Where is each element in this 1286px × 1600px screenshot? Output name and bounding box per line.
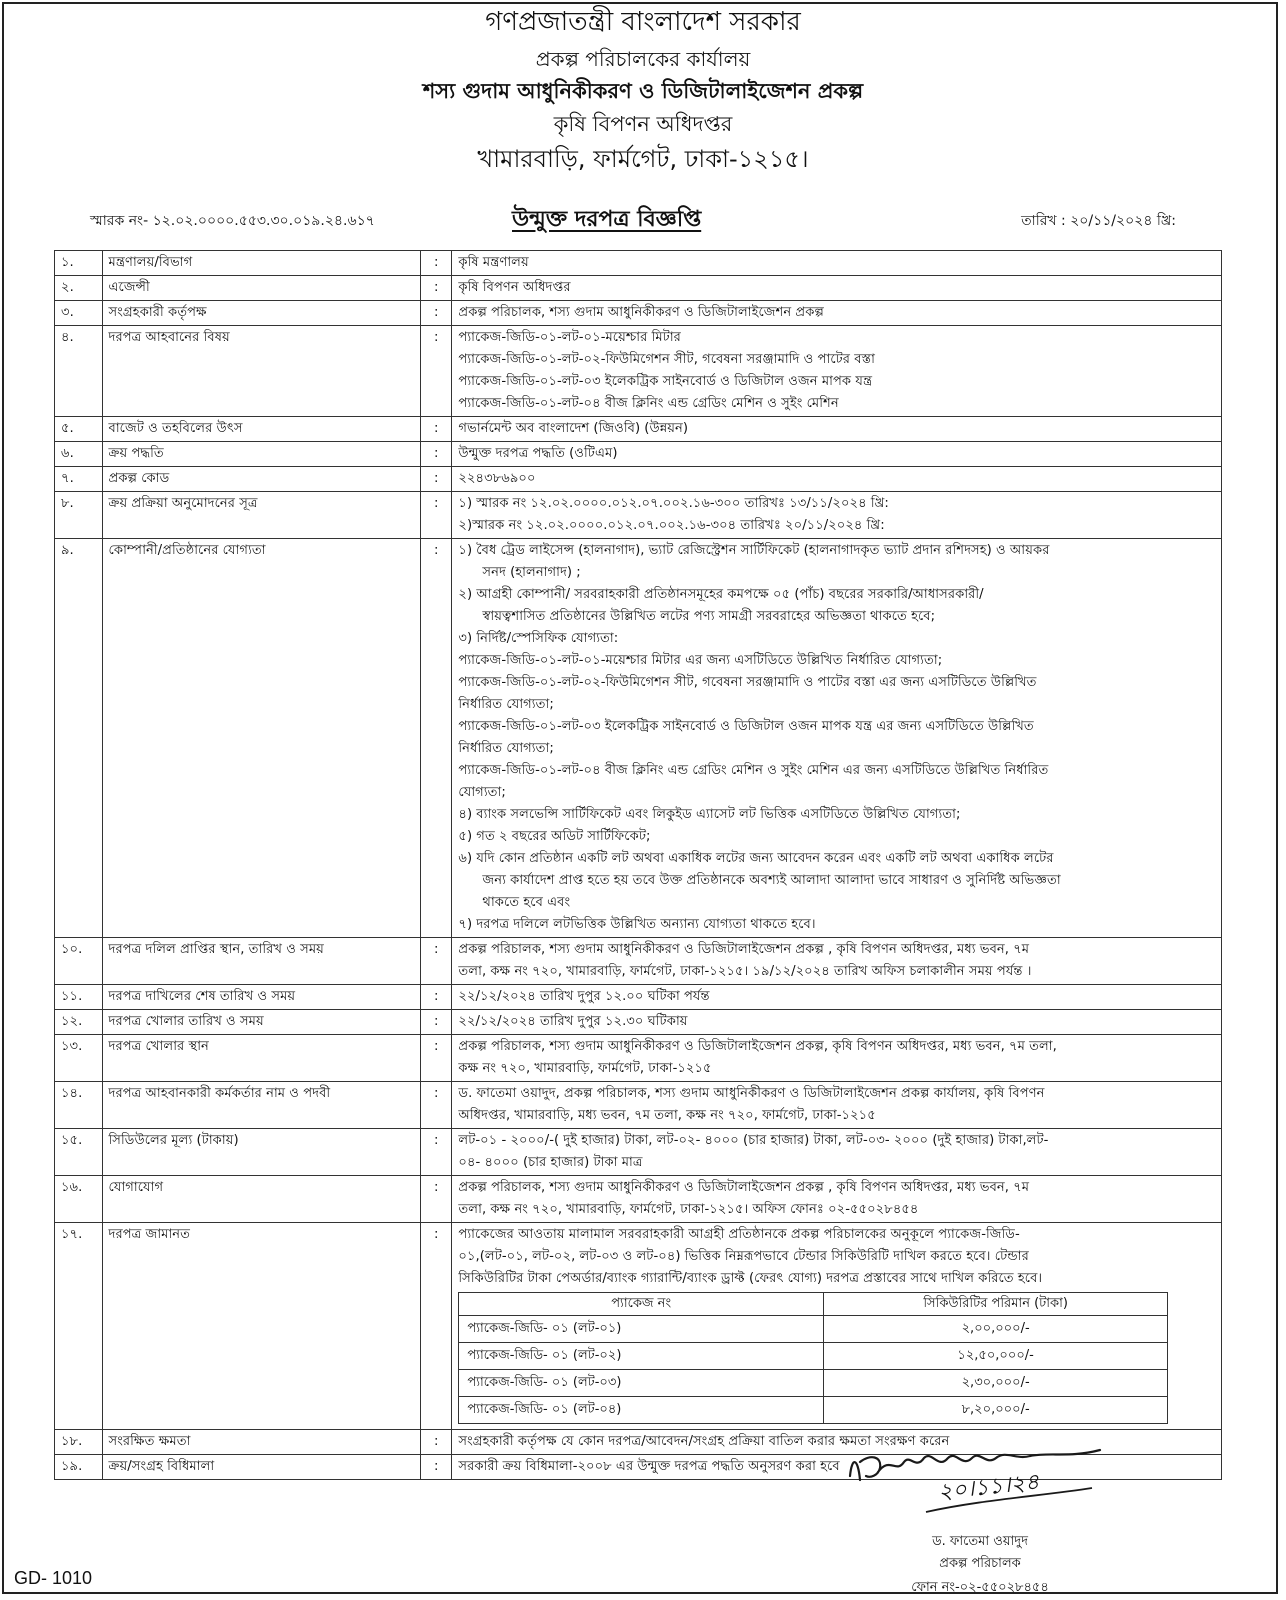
row-colon: : [421,1010,452,1035]
value-line: অধিদপ্তর, খামারবাড়ি, মধ্য ভবন, ৭ম তলা, কক্ষ নং ৭২০, ফার্মগেট, ঢাকা-১২১৫ [458,1108,876,1123]
row-number: ৮. [55,492,103,539]
row-colon: : [421,442,452,467]
row-number: ১৫. [55,1129,103,1176]
table-row [55,1082,1222,1129]
row-label: যোগাযোগ [102,1176,421,1223]
row-value: সংগ্রহকারী কর্তৃপক্ষ যে কোন দরপত্র/আবেদন/সংগ্রহ প্রক্রিয়া বাতিল করার ক্ষমতা সংরক্ষণ করেন [452,1430,1222,1455]
row-value [452,1035,1222,1082]
office-address: খামারবাড়ি, ফার্মগেট, ঢাকা-১২১৫। [477,145,809,174]
security-amount: ২,৩০,০০০/- [823,1370,1168,1397]
row-number: ১৮. [55,1430,103,1455]
table-row [55,442,1222,467]
value-line: ১) বৈধ ট্রেড লাইসেন্স (হালনাগাদ), ভ্যাট রেজিস্ট্রেশন সার্টিফিকেট (হালনাগাদকৃত ভ্যাট প্রদান রশিদসহ) ও আয়কর [458,543,1050,558]
signatory-phone: ফোন নং-০২-৫৫০২৮৪৫৪ [911,1580,1049,1595]
value-line: প্রকল্প পরিচালক, শস্য গুদাম আধুনিকীকরণ ও ডিজিটালাইজেশন প্রকল্প , কৃষি বিপণন অধিদপ্তর, মধ্য ভবন, ৭ম [458,1180,1030,1195]
row-colon: : [421,276,452,301]
row-label: সংরক্ষিত ক্ষমতা [102,1430,421,1455]
value-line: প্যাকেজ-জিডি-০১-লট-০৪ বীজ ক্লিনিং এন্ড গ্রেডিং মেশিন ও সুইং মেশিন এর জন্য এসটিডিতে উল্লিখিত নির্ধারিত [458,763,1049,778]
value-line: ৩) নির্দিষ্ট/স্পেসিফিক যোগ্যতা: [458,631,619,646]
value-line: ড. ফাতেমা ওয়াদুদ, প্রকল্প পরিচালক, শস্য গুদাম আধুনিকীকরণ ও ডিজিটালাইজেশন প্রকল্প কার্যালয়, কৃষি বিপণন [458,1086,1045,1101]
value-line: ১) স্মারক নং ১২.০২.০০০০.০১২.০৭.০০২.১৬-৩০০ তারিখঃ ১৩/১১/২০২৪ খ্রি: [458,496,889,511]
signatory-designation: প্রকল্প পরিচালক [939,1556,1021,1571]
row-label: ক্রয় প্রক্রিয়া অনুমোদনের সূত্র [102,492,421,539]
value-line: নির্ধারিত যোগ্যতা; [458,697,554,712]
value-line: ২)স্মারক নং ১২.০২.০০০০.০১২.০৭.০০২.১৬-৩০৪ তারিখঃ ২০/১১/২০২৪ খ্রি: [458,518,885,533]
department-name: কৃষি বিপণন অধিদপ্তর [553,112,733,137]
row-colon: : [421,1223,452,1430]
row-colon: : [421,1082,452,1129]
row-label: দরপত্র দাখিলের শেষ তারিখ ও সময় [102,985,421,1010]
value-line: ০১,(লট-০১, লট-০২, লট-০৩ ও লট-০৪) ভিত্তিক নিম্নরূপভাবে টেন্ডার সিকিউরিটি দাখিল করতে হবে। টেন্ডার [458,1249,1029,1264]
table-row [55,539,1222,938]
table-row [55,985,1222,1010]
row-value: গভার্নমেন্ট অব বাংলাদেশ (জিওবি) (উন্নয়ন) [452,417,1222,442]
row-label: বাজেট ও তহবিলের উৎস [102,417,421,442]
row-label: দরপত্র খোলার স্থান [102,1035,421,1082]
signature-date: ২০।১১।২৪ [936,1469,1041,1506]
row-label: দরপত্র আহবানের বিষয় [102,326,421,417]
office-name: প্রকল্প পরিচালকের কার্যালয় [535,46,751,71]
row-label: প্রকল্প কোড [102,467,421,492]
signature-block [830,1436,1130,1596]
table-row [55,467,1222,492]
value-line: সনদ (হালনাগাদ) ; [482,565,581,580]
value-line: যোগ্যতা; [458,785,506,800]
row-value: উন্মুক্ত দরপত্র পদ্ধতি (ওটিএম) [452,442,1222,467]
table-row [55,1223,1222,1430]
row-number: ১০. [55,938,103,985]
row-colon: : [421,1430,452,1455]
row-number: ৫. [55,417,103,442]
security-package: প্যাকেজ-জিডি- ০১ (লট-০২) [459,1343,823,1370]
value-line: তলা, কক্ষ নং ৭২০, খামারবাড়ি, ফার্মগেট, ঢাকা-১২১৫। ১৯/১২/২০২৪ তারিখ অফিস চলাকালীন সময় পর্যন্ত । [458,964,1032,979]
value-line: ৭) দরপত্র দলিলে লটভিত্তিক উল্লিখিত অন্যান্য যোগ্যতা থাকতে হবে। [458,917,816,932]
row-number: ৩. [55,301,103,326]
row-colon: : [421,539,452,938]
row-number: ৪. [55,326,103,417]
signatory-name: ড. ফাতেমা ওয়াদুদ [932,1534,1028,1549]
value-line: সিকিউরিটির টাকা পেঅর্ডার/ব্যাংক গ্যারান্টি/ব্যাংক ড্রাফ্ট (ফেরৎ যোগ্য) দরপত্র প্রস্তাবের সাথে দাখিল করিতে হবে। [458,1271,1043,1286]
value-line: ০৪- ৪০০০ (চার হাজার) টাকা মাত্র [458,1155,643,1170]
row-colon: : [421,1455,452,1480]
row-value [452,539,1222,938]
row-label: দরপত্র খোলার তারিখ ও সময় [102,1010,421,1035]
value-line: কক্ষ নং ৭২০, খামারবাড়ি, ফার্মগেট, ঢাকা-১২১৫ [458,1061,712,1076]
security-amount: ৮,২০,০০০/- [823,1397,1168,1424]
security-package: প্যাকেজ-জিডি- ০১ (লট-০৩) [459,1370,823,1397]
table-row [55,1010,1222,1035]
row-colon: : [421,417,452,442]
row-number: ১৯. [55,1455,103,1480]
row-label: ক্রয়/সংগ্রহ বিধিমালা [102,1455,421,1480]
security-package: প্যাকেজ-জিডি- ০১ (লট-০১) [459,1316,823,1343]
row-label: সিডিউলের মূল্য (টাকায়) [102,1129,421,1176]
value-line: প্যাকেজ-জিডি-০১-লট-০৩ ইলেকট্রিক সাইনবোর্ড ও ডিজিটাল ওজন মাপক যন্ত্র [458,374,873,389]
row-colon: : [421,251,452,276]
table-row [55,301,1222,326]
security-header-row [459,1293,1168,1316]
row-value: সরকারী ক্রয় বিধিমালা-২০০৮ এর উন্মুক্ত দরপত্র পদ্ধতি অনুসরণ করা হবে [452,1455,1222,1480]
row-value: ২২/১২/২০২৪ তারিখ দুপুর ১২.৩০ ঘটিকায় [452,1010,1222,1035]
table-row [55,1129,1222,1176]
row-number: ১৩. [55,1035,103,1082]
row-colon: : [421,492,452,539]
security-row [459,1316,1168,1343]
row-number: ৯. [55,539,103,938]
security-amount: ১২,৫০,০০০/- [823,1343,1168,1370]
value-line: লট-০১ - ২০০০/-( দুই হাজার) টাকা, লট-০২- ৪০০০ (চার হাজার) টাকা, লট-০৩- ২০০০ (দুই হাজার) টাকা,লট- [458,1133,1049,1148]
row-value [452,326,1222,417]
row-number: ২. [55,276,103,301]
table-row [55,938,1222,985]
row-label: ক্রয় পদ্ধতি [102,442,421,467]
table-row [55,492,1222,539]
table-row [55,326,1222,417]
value-line: প্রকল্প পরিচালক, শস্য গুদাম আধুনিকীকরণ ও ডিজিটালাইজেশন প্রকল্প, কৃষি বিপণন অধিদপ্তর, মধ্য ভবন, ৭ম তলা, [458,1039,1057,1054]
value-line: ৫) গত ২ বছরের অডিট সার্টিফিকেট; [458,829,651,844]
value-line: তলা, কক্ষ নং ৭২০, খামারবাড়ি, ফার্মগেট, ঢাকা-১২১৫। অফিস ফোনঃ ০২-৫৫০২৮৪৫৪ [458,1202,919,1217]
value-line: প্যাকেজ-জিডি-০১-লট-০১-ময়েশ্চার মিটার [458,330,681,345]
security-package: প্যাকেজ-জিডি- ০১ (লট-০৪) [459,1397,823,1424]
row-value: প্রকল্প পরিচালক, শস্য গুদাম আধুনিকীকরণ ও ডিজিটালাইজেশন প্রকল্প [452,301,1222,326]
row-number: ১২. [55,1010,103,1035]
value-line: প্যাকেজ-জিডি-০১-লট-০২-ফিউমিগেশন সীট, গবেষনা সরঞ্জামাদি ও পাটের বস্তা [458,352,875,367]
row-value [452,492,1222,539]
value-line: প্যাকেজ-জিডি-০১-লট-০১-ময়েশ্চার মিটার এর জন্য এসটিডিতে উল্লিখিত নির্ধারিত যোগ্যতা; [458,653,943,668]
security-amount: ২,০০,০০০/- [823,1316,1168,1343]
row-colon: : [421,467,452,492]
row-label: দরপত্র দলিল প্রাপ্তির স্থান, তারিখ ও সময় [102,938,421,985]
row-colon: : [421,1035,452,1082]
row-value: ২২৪৩৮৬৯০০ [452,467,1222,492]
row-number: ১১. [55,985,103,1010]
document-code: GD- 1010 [14,1568,93,1588]
row-value [452,938,1222,985]
row-label: মন্ত্রণালয়/বিভাগ [102,251,421,276]
row-value [452,1082,1222,1129]
tender-notice-table [54,250,1222,1480]
notice-title: উন্মুক্ত দরপত্র বিজ্ঞপ্তি [512,207,702,232]
security-head-amount: সিকিউরিটির পরিমান (টাকা) [823,1293,1168,1316]
row-label: দরপত্র আহবানকারী কর্মকর্তার নাম ও পদবী [102,1082,421,1129]
row-value [452,1176,1222,1223]
row-label: কোম্পানী/প্রতিষ্ঠানের যোগ্যতা [102,539,421,938]
notice-date: তারিখ : ২০/১১/২০২৪ খ্রি: [1021,213,1176,229]
security-head-package: প্যাকেজ নং [459,1293,823,1316]
security-amount-table [458,1292,1168,1424]
value-line: প্যাকেজের আওতায় মালামাল সরবরাহকারী আগ্রহী প্রতিষ্ঠানকে প্রকল্প পরিচালকের অনুকূলে প্যাকেজ-জিডি- [458,1227,1020,1242]
row-colon: : [421,938,452,985]
value-line: প্যাকেজ-জিডি-০১-লট-০৩ ইলেকট্রিক সাইনবোর্ড ও ডিজিটাল ওজন মাপক যন্ত্র এর জন্য এসটিডিতে উল্লিখিত [458,719,1034,734]
row-number: ১৭. [55,1223,103,1430]
government-name: গণপ্রজাতন্ত্রী বাংলাদেশ সরকার [485,7,801,37]
security-row [459,1397,1168,1424]
value-line: জন্য কার্যাদেশ প্রাপ্ত হতে হয় তবে উক্ত প্রতিষ্ঠানকে অবশ্যই আলাদা আলাদা ভাবে সাধারণ ও সুনির্দিষ্ট অভিজ্ঞতা [482,873,1061,888]
letterhead [0,6,1286,176]
value-line: প্যাকেজ-জিডি-০১-লট-০২-ফিউমিগেশন সীট, গবেষনা সরঞ্জামাদি ও পাটের বস্তা এর জন্য এসটিডিতে উল্লিখিত [458,675,1037,690]
table-row [55,1035,1222,1082]
row-number: ৭. [55,467,103,492]
project-name: শস্য গুদাম আধুনিকীকরণ ও ডিজিটালাইজেশন প্রকল্প [422,78,864,103]
memo-number: স্মারক নং- ১২.০২.০০০০.৫৫৩.৩০.০১৯.২৪.৬১৭ [90,213,375,229]
row-value [452,1129,1222,1176]
row-number: ১৬. [55,1176,103,1223]
value-line: ৪) ব্যাংক সলভেন্সি সার্টিফিকেট এবং লিকুইড এ্যাসেট লট ভিত্তিক এসটিডিতে উল্লিখিত যোগ্যতা; [458,807,961,822]
row-label: দরপত্র জামানত [102,1223,421,1430]
row-label: এজেন্সী [102,276,421,301]
row-colon: : [421,1129,452,1176]
row-number: ১. [55,251,103,276]
row-number: ১৪. [55,1082,103,1129]
row-value [452,1223,1222,1430]
row-value: কৃষি বিপণন অধিদপ্তর [452,276,1222,301]
table-row [55,276,1222,301]
table-row [55,251,1222,276]
table-row [55,1176,1222,1223]
row-colon: : [421,326,452,417]
row-colon: : [421,1176,452,1223]
row-colon: : [421,985,452,1010]
value-line: স্বায়ত্বশাসিত প্রতিষ্ঠানের উল্লিখিত লটের পণ্য সামগ্রী সরবরাহের অভিজ্ঞতা থাকতে হবে; [482,609,936,624]
row-colon: : [421,301,452,326]
value-line: নির্ধারিত যোগ্যতা; [458,741,554,756]
table-row [55,417,1222,442]
row-value: ২২/১২/২০২৪ তারিখ দুপুর ১২.০০ ঘটিকা পর্যন্ত [452,985,1222,1010]
row-number: ৬. [55,442,103,467]
value-line: ৬) যদি কোন প্রতিষ্ঠান একটি লট অথবা একাধিক লটের জন্য আবেদন করেন এবং একটি লট অথবা একাধিক লটের [458,851,1054,866]
value-line: প্যাকেজ-জিডি-০১-লট-০৪ বীজ ক্লিনিং এন্ড গ্রেডিং মেশিন ও সুইং মেশিন [458,396,839,411]
row-label: সংগ্রহকারী কর্তৃপক্ষ [102,301,421,326]
security-row [459,1343,1168,1370]
value-line: প্রকল্প পরিচালক, শস্য গুদাম আধুনিকীকরণ ও ডিজিটালাইজেশন প্রকল্প , কৃষি বিপণন অধিদপ্তর, মধ্য ভবন, ৭ম [458,942,1030,957]
row-value: কৃষি মন্ত্রণালয় [452,251,1222,276]
value-line: থাকতে হবে এবং [482,895,571,910]
security-row [459,1370,1168,1397]
value-line: ২) আগ্রহী কোম্পানী/ সরবরাহকারী প্রতিষ্ঠানসমূহের কমপক্ষে ০৫ (পাঁচ) বছরের সরকারি/আধাসরকারী/ [458,587,984,602]
